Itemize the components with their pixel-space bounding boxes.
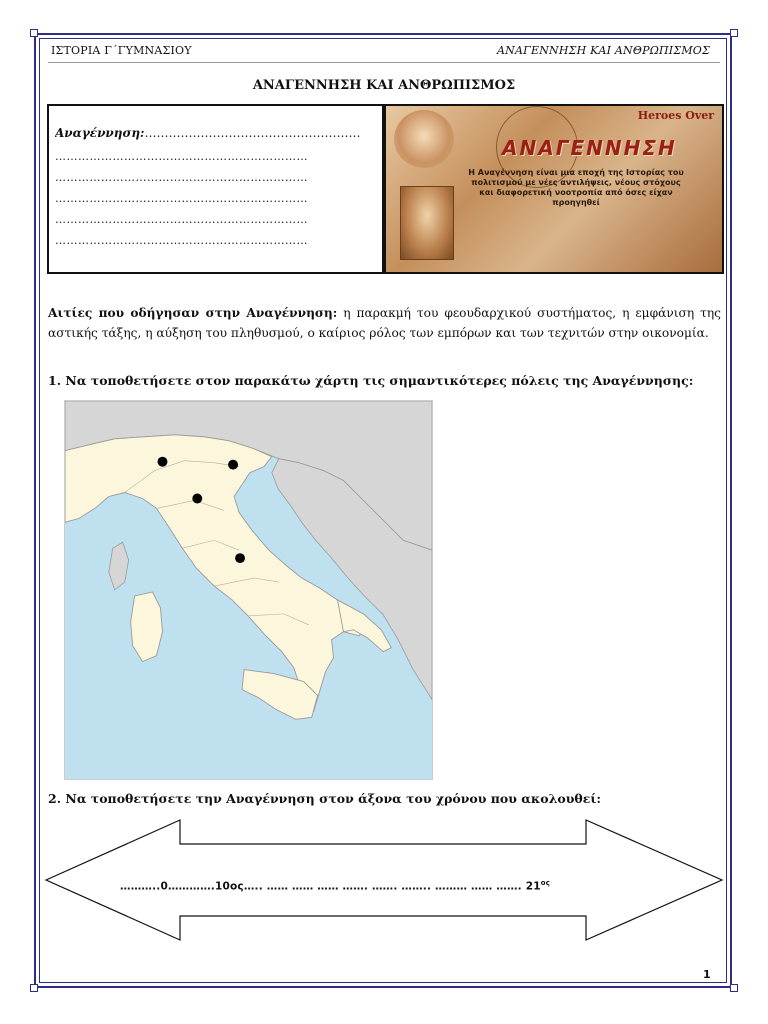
question-2: 2. Να τοποθετήσετε την Αναγέννηση στον άξονα του χρόνου που ακολουθεί: [48, 791, 601, 806]
city-marker-florence [192, 494, 202, 504]
renaissance-poster [384, 104, 724, 274]
timeline-text: ………..0………….10ος….. …… …… …… ……. ……. …….. ……… …… ……. 21 [120, 880, 541, 893]
timeline-superscript: ος [540, 879, 551, 887]
city-marker-milan [157, 457, 167, 467]
header-right: ΑΝΑΓΕΝΝΗΣΗ ΚΑΙ ΑΝΘΡΩΠΙΣΜΟΣ [497, 44, 710, 57]
italy-map [64, 400, 433, 780]
causes-paragraph [48, 303, 721, 343]
corner-ornament [730, 984, 738, 992]
city-marker-venice [228, 460, 238, 470]
city-marker-rome [235, 553, 245, 563]
poster-title: ΑΝΑΓΕΝΝΗΣΗ [502, 136, 677, 160]
corner-ornament [30, 984, 38, 992]
timeline-labels [120, 879, 550, 893]
definition-box [47, 104, 384, 274]
definition-first-line-dots: ……………………………………………… [144, 126, 361, 140]
definition-label [55, 126, 381, 140]
mona-lisa-sketch [394, 110, 454, 168]
answer-line[interactable]: ………………………………………………………… [55, 234, 308, 247]
answer-line[interactable]: ………………………………………………………… [55, 150, 308, 163]
causes-text: η παρακμή του φεουδαρχικού συστήματος, η εμφάνιση της αστικής τάξης, η αύξηση του πληθυσμού, ο καίριος ρόλος των εμπόρων και των τεχνιτών στην οικονομία. [48, 306, 721, 340]
header-rule [48, 62, 720, 63]
leonardo-portrait [400, 186, 454, 260]
poster-text: Η Αναγέννηση είναι μια εποχή της Ιστορίας του πολιτισμού με νέες αντιλήψεις, νέους στόχους και διαφορετική νοοτροπία από όσες είχαν προηγηθεί [468, 168, 684, 207]
definition-label-text: Αναγέννηση: [55, 126, 145, 140]
corner-ornament [30, 29, 38, 37]
page-title: ΑΝΑΓΕΝΝΗΣΗ ΚΑΙ ΑΝΘΡΩΠΙΣΜΟΣ [252, 78, 516, 93]
answer-line[interactable]: ………………………………………………………… [55, 171, 308, 184]
poster-badge: Heroes Over [637, 109, 714, 122]
causes-label: Αιτίες που οδήγησαν στην Αναγέννηση: [48, 306, 338, 320]
page-number: 1 [703, 968, 711, 981]
answer-line[interactable]: ………………………………………………………… [55, 192, 308, 205]
question-1: 1. Να τοποθετήσετε στον παρακάτω χάρτη τις σημαντικότερες πόλεις της Αναγέννησης: [48, 373, 694, 388]
header-left: ΙΣΤΟΡΙΑ Γ΄ΓΥΜΝΑΣΙΟΥ [51, 44, 192, 57]
corner-ornament [730, 29, 738, 37]
answer-line[interactable]: ………………………………………………………… [55, 213, 308, 226]
